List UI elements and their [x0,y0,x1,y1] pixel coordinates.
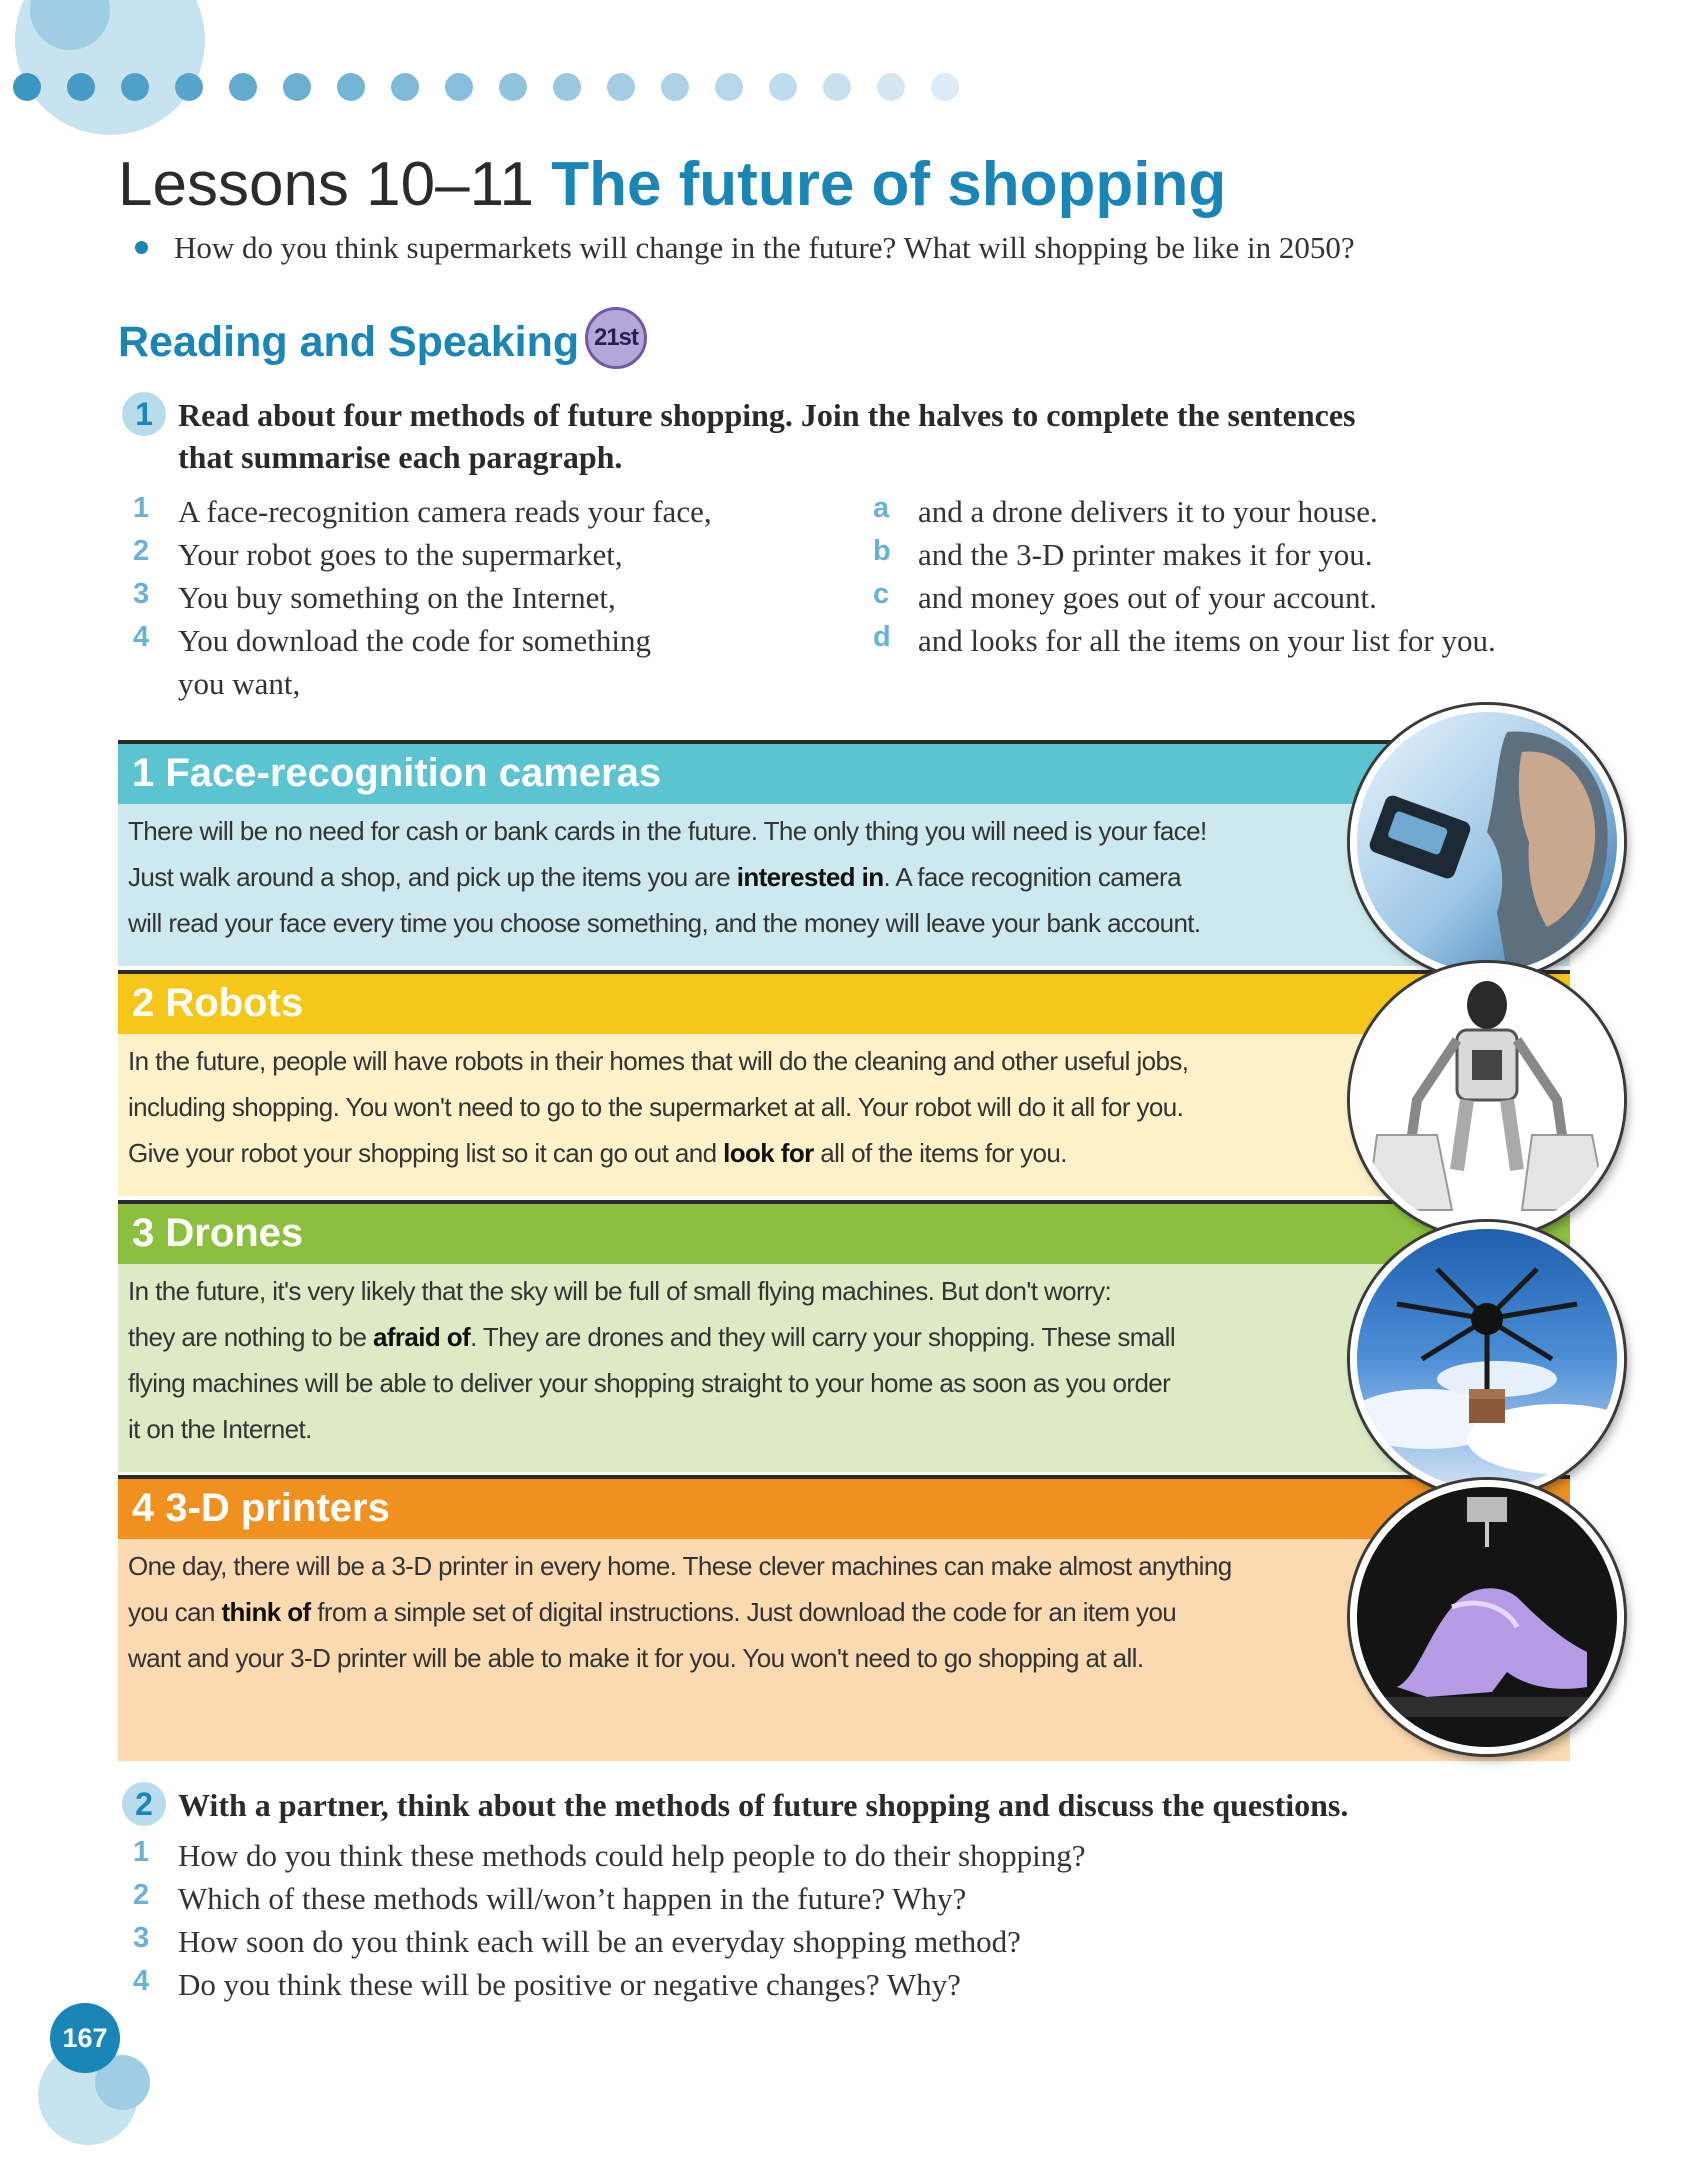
key-phrase: think of [221,1597,311,1627]
article-text-segment: flying machines will be able to deliver your shopping straight to your home as soon as you order [128,1368,1171,1398]
face-recognition-photo-icon [1350,705,1624,979]
exercise-instruction [178,394,1558,478]
item-letter: d [873,621,891,653]
question-number: 2 [133,1879,150,1911]
article-line [128,1084,1353,1130]
decorative-dot [877,73,905,101]
decorative-dot [715,73,743,101]
decorative-dot [445,73,473,101]
article-header [118,1200,1570,1264]
article-text-segment: Just walk around a shop, and pick up the items you are [128,862,737,892]
article-line [128,1314,1353,1360]
article-text-segment: In the future, people will have robots in their homes that will do the cleaning and other useful jobs, [128,1046,1189,1076]
decorative-dot [607,73,635,101]
decorative-dot [13,73,41,101]
sentence-end: and the 3-D printer makes it for you. [918,537,1373,572]
article-text-segment: from a simple set of digital instructions. Just download the code for an item you [310,1597,1177,1627]
sentence-start: You buy something on the Internet, [178,580,616,615]
key-phrase: look for [723,1138,814,1168]
exercise-instruction-line: that summarise each paragraph. [178,439,623,475]
exercise-instruction: With a partner, think about the methods of future shopping and discuss the questions. [178,1787,1349,1823]
article-text [128,1268,1353,1452]
decorative-dot [769,73,797,101]
decorative-dot [175,73,203,101]
lesson-number: Lessons 10–11 [118,150,534,219]
decorative-dot [229,73,257,101]
question-number: 4 [133,1965,150,1997]
article-body [118,1539,1570,1761]
item-number: 4 [133,621,150,653]
item-number: 3 [133,578,150,610]
3d-printer-photo-icon [1350,1480,1624,1754]
question-text: How do you think these methods could help people to do their shopping? [178,1838,1086,1873]
bullet-icon [135,241,148,254]
key-phrase: afraid of [372,1322,471,1352]
decorative-dot [121,73,149,101]
question-text: Which of these methods will/won’t happen in the future? Why? [178,1881,967,1916]
article-header [118,970,1570,1034]
article-text-segment: There will be no need for cash or bank cards in the future. The only thing you will need is your face! [128,816,1207,846]
article-line [128,1635,1353,1681]
article-text-segment: . They are drones and they will carry your shopping. These small [470,1322,1176,1352]
article-text-segment: . A face recognition camera [883,862,1181,892]
article-line [128,1406,1353,1452]
decorative-dot [661,73,689,101]
drone-photo-icon [1350,1222,1624,1496]
article-text-segment: including shopping. You won't need to go to the supermarket at all. Your robot will do it all for you. [128,1092,1184,1122]
article-line [128,808,1353,854]
sentence-end: and money goes out of your account. [918,580,1377,615]
key-phrase: interested in [736,862,884,892]
sentence-start-continued: you want, [178,666,301,701]
exercise-number: 2 [122,1782,166,1826]
decorative-dot [67,73,95,101]
article-text-segment: all of the items for you. [813,1138,1067,1168]
article-line [128,1130,1353,1176]
article-text-segment: will read your face every time you choose something, and the money will leave your bank account. [128,908,1201,938]
item-letter: a [873,492,890,524]
sentence-start: Your robot goes to the supermarket, [178,537,623,572]
article-text [128,808,1353,946]
page-number: 167 [50,2003,120,2073]
item-letter: c [873,578,890,610]
exercise-number: 1 [122,392,166,436]
lesson-title: The future of shopping [551,150,1227,219]
article-line [128,1038,1353,1084]
sentence-end: and a drone delivers it to your house. [918,494,1378,529]
decorative-dot [823,73,851,101]
intro-question-text: How do you think supermarkets will change in the future? What will shopping be like in 2050? [174,230,1355,265]
decorative-dot [391,73,419,101]
exercise-instruction-line: Read about four methods of future shopping. Join the halves to complete the sentences [178,397,1356,433]
item-number: 1 [133,492,150,524]
article-line [128,1360,1353,1406]
article-title: 2 Robots [132,981,304,1025]
sentence-start: A face-recognition camera reads your face, [178,494,712,529]
item-letter: b [873,535,891,567]
article-text-segment: you can [128,1597,222,1627]
decorative-dot [499,73,527,101]
question-text: How soon do you think each will be an everyday shopping method? [178,1924,1021,1959]
intro-question [135,230,1355,266]
decorative-dot [337,73,365,101]
article-header [118,740,1570,804]
question-text: Do you think these will be positive or negative changes? Why? [178,1967,961,2002]
article-line [128,900,1353,946]
article-line [128,1543,1353,1589]
21st-century-skills-badge: 21st [585,307,647,369]
sentence-start: You download the code for something [178,623,651,658]
article-title: 1 Face-recognition cameras [132,751,662,795]
robot-photo-icon [1350,963,1624,1237]
question-number: 3 [133,1922,150,1954]
decorative-dot [931,73,959,101]
article-text-segment: One day, there will be a 3-D printer in every home. These clever machines can make almost anything [128,1551,1232,1581]
article-line [128,1589,1353,1635]
page-title [118,150,1226,220]
article-text-segment: they are nothing to be [128,1322,373,1352]
article-text-segment: Give your robot your shopping list so it can go out and [128,1138,724,1168]
sentence-end: and looks for all the items on your list for you. [918,623,1496,658]
decorative-dot [283,73,311,101]
item-number: 2 [133,535,150,567]
article-title: 4 3-D printers [132,1486,390,1530]
article-title: 3 Drones [132,1211,304,1255]
article-text-segment: it on the Internet. [128,1414,312,1444]
article-line [128,854,1353,900]
question-number: 1 [133,1836,150,1868]
article-text-segment: want and your 3-D printer will be able to make it for you. You won't need to go shopping at all. [128,1643,1144,1673]
article-line [128,1268,1353,1314]
section-title: Reading and Speaking [118,318,580,366]
article-text [128,1038,1353,1176]
article-header [118,1475,1570,1539]
article-text-segment: In the future, it's very likely that the sky will be full of small flying machines. But don't worry: [128,1276,1112,1306]
decorative-dot [553,73,581,101]
article-text [128,1543,1353,1681]
